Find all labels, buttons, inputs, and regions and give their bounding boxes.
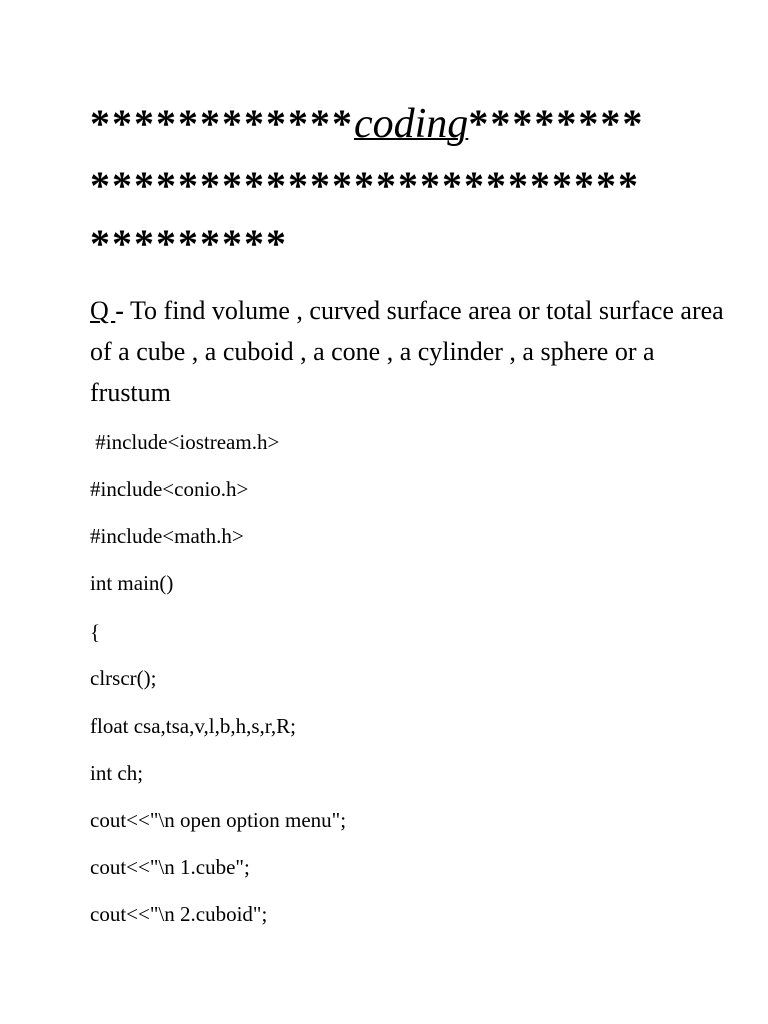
- code-line: cout<<"\n open option menu";: [90, 808, 347, 832]
- code-line: float csa,tsa,v,l,b,h,s,r,R;: [90, 714, 297, 738]
- heading-stars-left: ************: [90, 101, 354, 146]
- question-dash: -: [115, 296, 124, 325]
- heading-title: coding: [354, 101, 469, 147]
- code-line: int main(): [90, 571, 174, 595]
- question-paragraph: [90, 290, 730, 413]
- code-line: clrscr();: [90, 666, 157, 690]
- code-line: int ch;: [90, 761, 144, 785]
- heading-line-1: [90, 101, 645, 147]
- code-line: cout<<"\n 2.cuboid";: [90, 902, 268, 926]
- heading-line-2: *************************: [90, 163, 640, 208]
- code-line: #include<math.h>: [90, 524, 244, 548]
- heading-stars-right: ********: [468, 101, 645, 146]
- code-line: #include<iostream.h>: [90, 430, 280, 454]
- question-text: To find volume , curved surface area or total surface area of a cube , a cuboid , a cone , a cylinder , a sphere or a frustum: [90, 296, 724, 407]
- code-line: cout<<"\n 1.cube";: [90, 855, 250, 879]
- code-line: #include<conio.h>: [90, 477, 249, 501]
- code-line: {: [90, 620, 101, 644]
- question-prefix: Q: [90, 296, 116, 325]
- heading-line-3: *********: [90, 221, 288, 266]
